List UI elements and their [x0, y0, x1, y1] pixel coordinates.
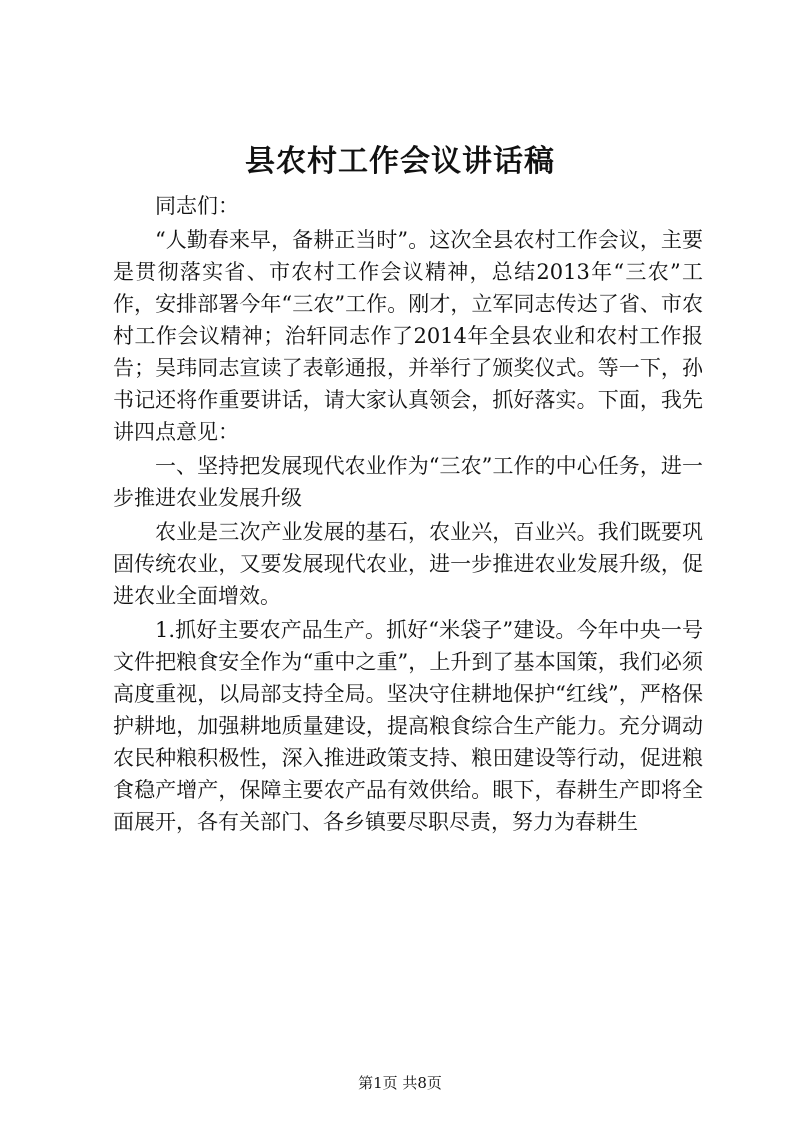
section-heading: 一、坚持把发展现代农业作为“三农”工作的中心任务，进一步推进农业发展升级 [113, 454, 703, 510]
body-paragraph: 1.抓好主要农产品生产。抓好“米袋子”建设。今年中央一号文件把粮食安全作为“重中之重”，上升到了基本国策，我们必须高度重视，以局部支持全局。坚决守住耕地保护“红线”，严格保护耕地，加强耕地质量建设，提高粮食综合生产能力。充分调动农民种粮积极性，深入推进政策支持、粮田建设等行动，促进粮食稳产增产，保障主要农产品有效供给。眼下，春耕生产即将全面展开，各有关部门、各乡镇要尽职尽责，努力为春耕生 [113, 618, 703, 834]
body-paragraph: 农业是三次产业发展的基石，农业兴，百业兴。我们既要巩固传统农业，又要发展现代农业，进一步推进农业发展升级，促进农业全面增效。 [113, 520, 703, 608]
page-number-footer: 第1页 共8页 [358, 1074, 442, 1092]
document-title: 县农村工作会议讲话稿 [245, 144, 555, 179]
document-body [113, 190, 703, 840]
salutation-paragraph: 同志们： [155, 194, 239, 218]
body-paragraph: “人勤春来早，备耕正当时”。这次全县农村工作会议，主要是贯彻落实省、市农村工作会议精神，总结2013年“三农”工作，安排部署今年“三农”工作。刚才，立军同志传达了省、市农村工作会议精神；治轩同志作了2014年全县农业和农村工作报告；吴玮同志宣读了表彰通报，并举行了颁奖仪式。等一下，孙书记还将作重要讲话，请大家认真领会，抓好落实。下面，我先讲四点意见： [113, 228, 703, 444]
